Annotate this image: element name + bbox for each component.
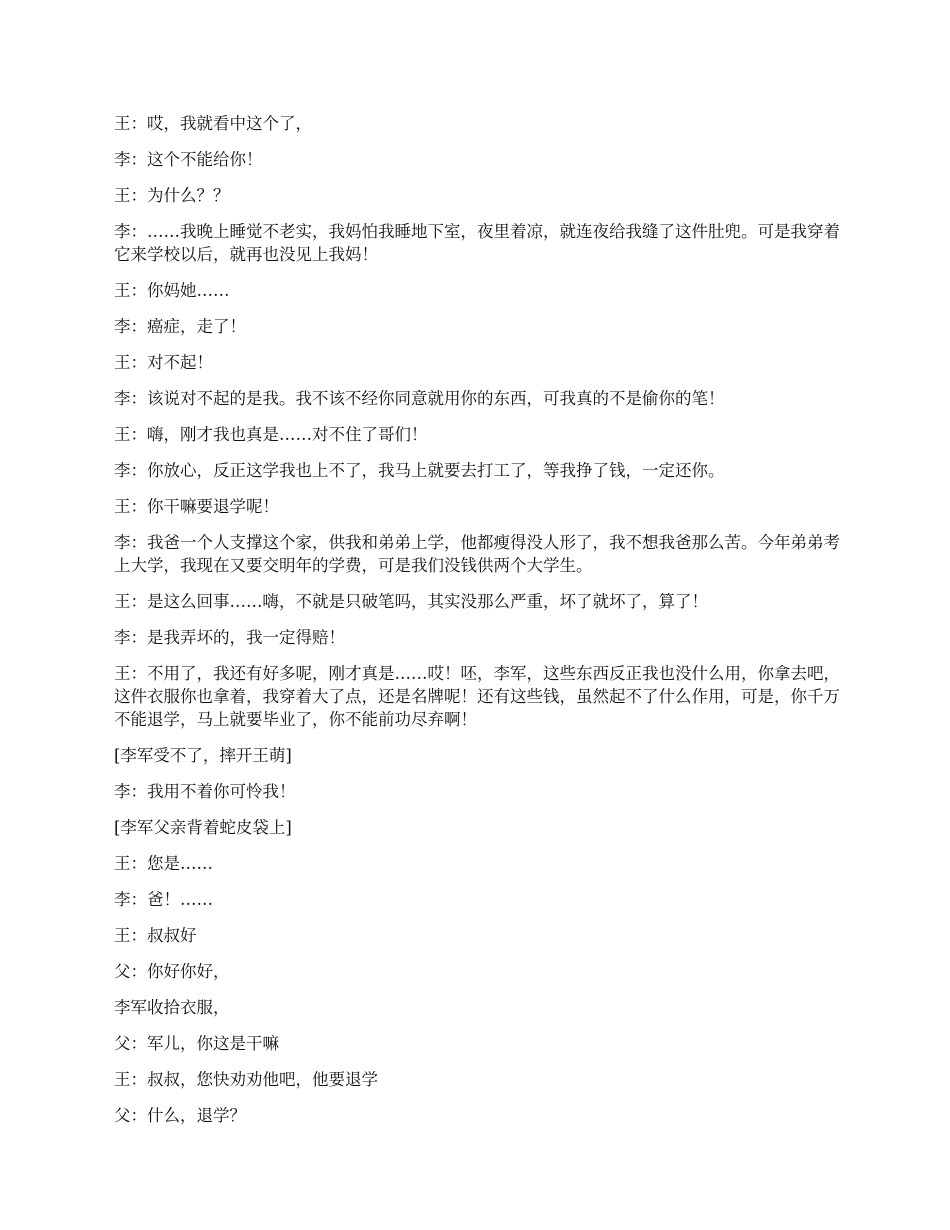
dialogue-line: 王：您是……	[114, 854, 213, 873]
dialogue-line: 王：你妈她……	[114, 281, 230, 300]
dialogue-line: 李：我用不着你可怜我！	[114, 782, 296, 801]
dialogue-line: 李：我爸一个人支撑这个家，供我和弟弟上学，他都瘦得没人形了，我不想我爸那么苦。今年弟弟考上大学，我现在又要交明年的学费，可是我们没钱供两个大学生。	[114, 533, 840, 575]
dialogue-line: 父：军儿，你这是干嘛	[114, 1034, 279, 1053]
stage-direction: [李军受不了，摔开王萌]	[114, 746, 292, 765]
dialogue-line: 李：这个不能给你！	[114, 150, 263, 169]
dialogue-line: 王：不用了，我还有好多呢，刚才真是……哎！呸，李军，这些东西反正我也没什么用，你拿去吧，这件衣服你也拿着，我穿着大了点，还是名牌呢！还有这些钱，虽然起不了什么作用，可是，你千万不能退学，马上就要毕业了，你不能前功尽弃啊！	[114, 664, 840, 729]
stage-direction: [李军父亲背着蛇皮袋上]	[114, 818, 292, 837]
dialogue-line: 王：是这么回事……嗨，不就是只破笔吗，其实没那么严重，坏了就坏了，算了！	[114, 592, 708, 611]
stage-direction: 李军收拾衣服，	[114, 998, 230, 1017]
dialogue-line: 李：癌症，走了！	[114, 317, 246, 336]
dialogue-line: 王：叔叔好	[114, 926, 197, 945]
dialogue-line: 父：你好你好，	[114, 962, 230, 981]
document-page	[114, 112, 844, 1140]
dialogue-line: 王：叔叔，您快劝劝他吧，他要退学	[114, 1070, 378, 1089]
dialogue-line: 李：你放心，反正这学我也上不了，我马上就要去打工了，等我挣了钱，一定还你。	[114, 461, 725, 480]
dialogue-line: 父：什么，退学？	[114, 1106, 246, 1125]
dialogue-line: 李：该说对不起的是我。我不该不经你同意就用你的东西，可我真的不是偷你的笔！	[114, 389, 725, 408]
dialogue-line: 王：你干嘛要退学呢！	[114, 497, 279, 516]
dialogue-line: 王：嗨，刚才我也真是……对不住了哥们！	[114, 425, 428, 444]
dialogue-line: 王：哎，我就看中这个了，	[114, 114, 312, 133]
dialogue-line: 李：是我弄坏的，我一定得赔！	[114, 628, 345, 647]
dialogue-line: 王：对不起！	[114, 353, 213, 372]
dialogue-line: 王：为什么？？	[114, 186, 230, 205]
dialogue-line: 李：……我晚上睡觉不老实，我妈怕我睡地下室，夜里着凉，就连夜给我缝了这件肚兜。可是我穿着它来学校以后，就再也没见上我妈！	[114, 222, 840, 264]
dialogue-line: 李：爸！……	[114, 890, 213, 909]
